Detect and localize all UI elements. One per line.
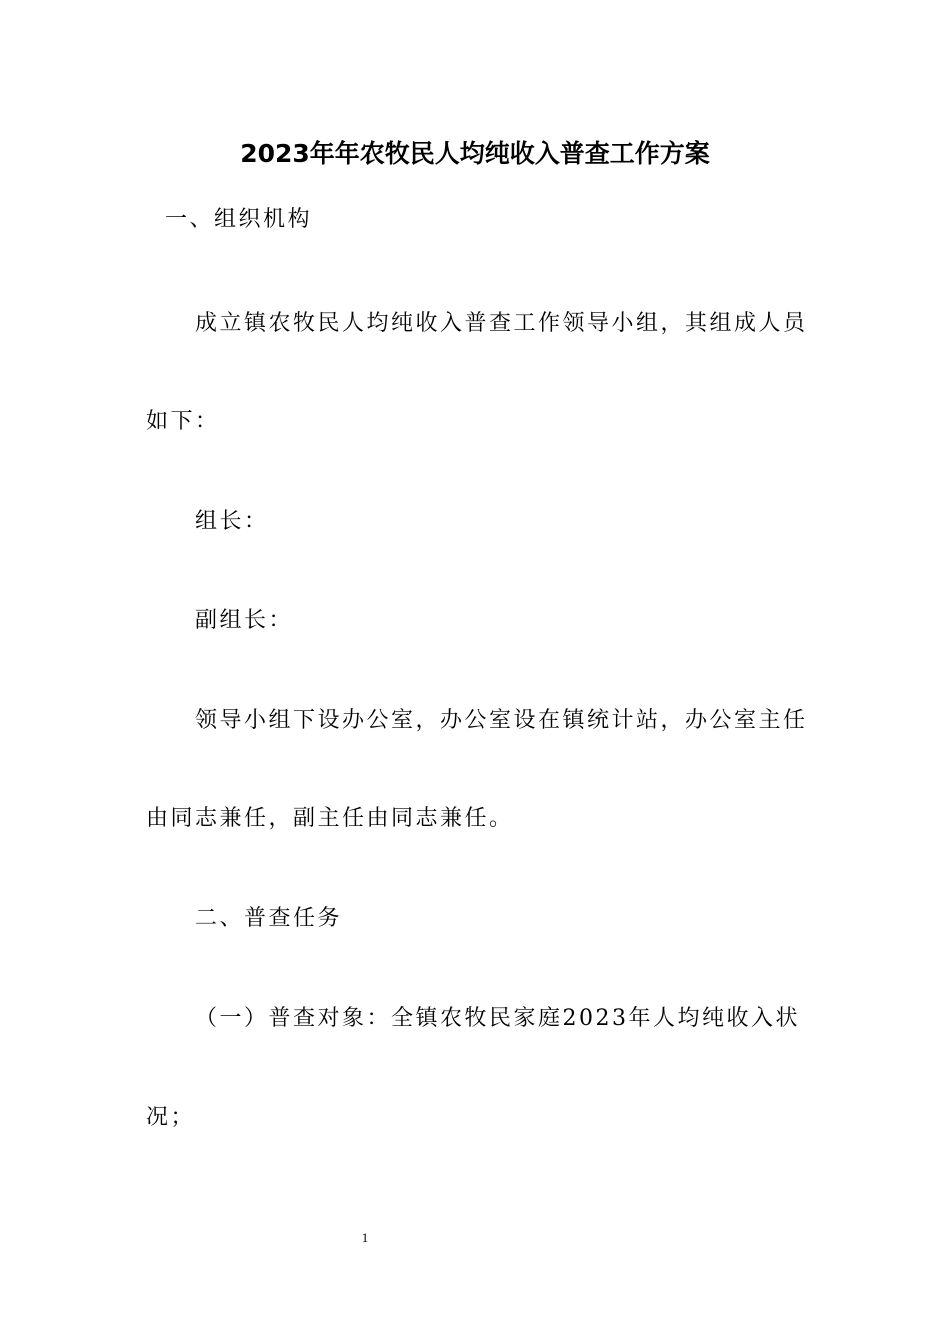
paragraph-line-deputy-leader: 副组长：	[195, 608, 294, 633]
paragraph-line: 如下：	[146, 409, 220, 434]
paragraph-line-leader: 组长：	[195, 509, 269, 534]
section-heading-tasks: 二、普查任务	[195, 906, 343, 931]
paragraph-line: 成立镇农牧民人均纯收入普查工作领导小组，其组成人员	[195, 311, 808, 336]
document-title: 2023年年农牧民人均纯收入普查工作方案	[240, 139, 710, 168]
paragraph-line: 由同志兼任，副主任由同志兼任。	[146, 806, 514, 831]
section-heading-organization: 一、组织机构	[165, 207, 313, 232]
paragraph-line: （一）普查对象：全镇农牧民家庭2023年人均纯收入状	[195, 1006, 800, 1031]
page-number: 1	[361, 1230, 369, 1245]
paragraph-line: 领导小组下设办公室，办公室设在镇统计站，办公室主任	[195, 708, 808, 733]
paragraph-line: 况；	[146, 1105, 196, 1130]
